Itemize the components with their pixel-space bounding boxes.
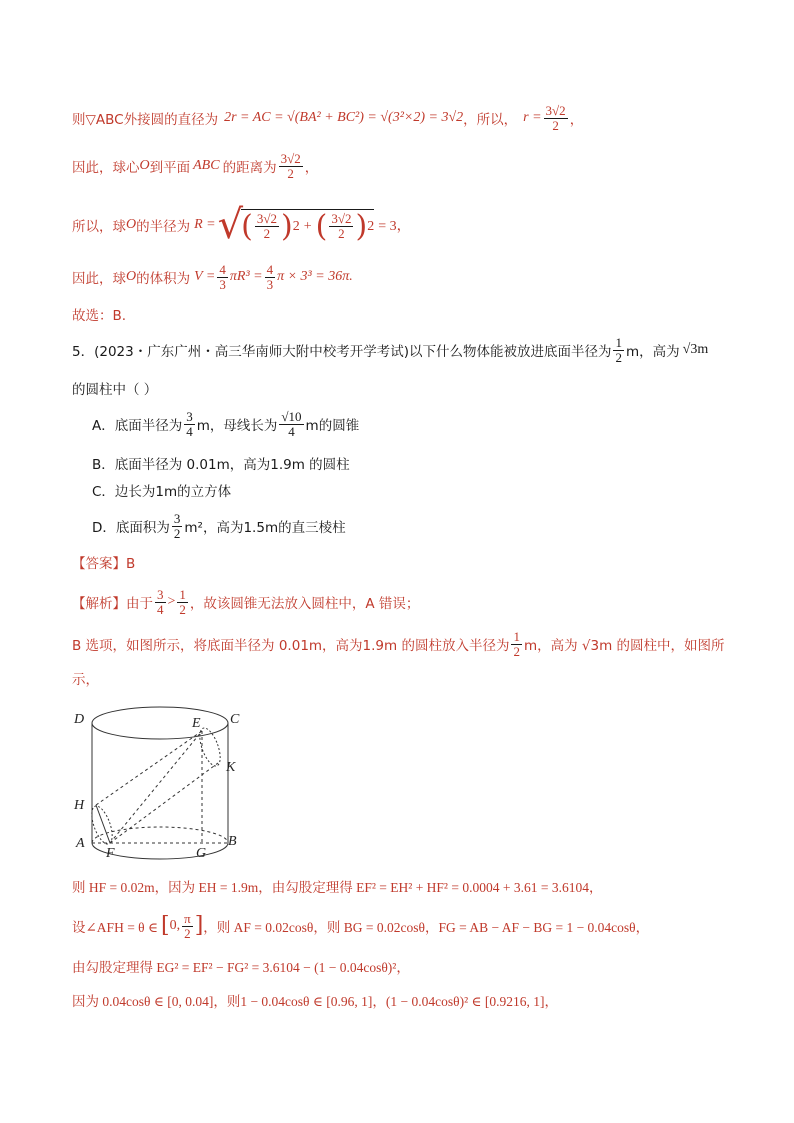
label-c: C (230, 712, 240, 727)
equation-result: = 3， (378, 219, 411, 234)
b-explanation (72, 630, 725, 658)
fraction: $\frac{3}{4}$ (186, 409, 193, 439)
label-d: D (74, 712, 85, 727)
paren-close: ) (355, 208, 368, 244)
equation-segment: ，则 AF = 0.02cosθ，则 BG = 0.02cosθ，FG = AB − AF − BG = 1 − 0.04cosθ， (203, 920, 650, 936)
label-f: F (106, 846, 115, 861)
b-explanation-line2: 示， (72, 672, 99, 688)
analysis-line (72, 588, 419, 616)
line-hf (96, 805, 110, 843)
text-segment: 的体积为 (136, 271, 191, 288)
answer-label: 【答案】B (72, 556, 136, 572)
text-segment: 的距离为 (222, 160, 277, 177)
fraction: $\frac{\pi}{2}$ (184, 911, 191, 941)
fraction: $\frac{3}{4}$ (157, 587, 164, 617)
eg-line: 由勾股定理得 EG² = EF² − FG² = 3.6104 − (1 − 0.04cosθ)²， (72, 960, 410, 975)
line-radius (72, 202, 411, 248)
text-segment: 的半径为 (136, 219, 191, 235)
text-segment: ， (569, 112, 584, 129)
symbol: > (167, 594, 176, 610)
option-text: A．底面半径为 (92, 418, 183, 435)
option-b[interactable]: B．底面半径为 0.01m，高为1.9m 的圆柱 (92, 457, 350, 473)
hf-line: 则 HF = 0.02m，因为 EH = 1.9m，由勾股定理得 EF² = EH² + HF² = 0.0004 + 3.61 = 3.6104， (72, 880, 603, 895)
line-diameter (72, 104, 583, 132)
fraction: $\frac{3}{2}$ (173, 511, 181, 541)
question-5 (72, 336, 708, 364)
label-h: H (74, 798, 85, 813)
paren-close: ) (280, 208, 293, 244)
fraction: $\frac{1}{2}$ (513, 629, 520, 659)
symbol: V = (194, 269, 216, 285)
select-answer: 故选：B. (72, 308, 127, 324)
question-height: √3m (682, 342, 709, 358)
symbol: ABC (193, 158, 220, 174)
text-segment: ， (304, 160, 319, 177)
text-segment: 所以，球 (72, 219, 126, 235)
text-segment: 因此，球 (72, 271, 126, 288)
bracket-open: [ (161, 913, 170, 939)
analysis-text: B 选项，如图所示，将底面半径为 0.01m，高为1.9m 的圆柱放入半径为 (72, 638, 510, 655)
symbol: O (126, 217, 137, 232)
option-d[interactable] (92, 512, 346, 540)
cylinder-figure (70, 705, 250, 865)
question-5-line2: 的圆柱中（ ） (72, 382, 158, 398)
fraction: $\frac{3√2}{2}$ (331, 211, 352, 241)
fraction: $\frac{1}{2}$ (615, 335, 622, 365)
option-text: m²，高为1.5m的直三棱柱 (184, 520, 346, 537)
line-distance (72, 152, 318, 180)
range-line: 因为 0.04cosθ ∈ [0, 0.04]，则1 − 0.04cosθ ∈ [0.96, 1]，(1 − 0.04cosθ)² ∈ [0.9216, 1]， (72, 994, 558, 1009)
option-text: m，母线长为 (196, 418, 278, 435)
analysis-text: 由于 (126, 596, 153, 613)
analysis-tag: 【解析】 (72, 596, 126, 613)
equation-diameter: 2r = AC = √(BA² + BC²) = √(3²×2) = 3√2 (224, 110, 464, 126)
text-segment: 到平面 (149, 160, 191, 177)
option-text: D．底面积为 (92, 520, 170, 537)
symbol: O (126, 269, 137, 285)
text-segment: 则▽ABC外接圆的直径为 (72, 112, 219, 129)
paren-open: ( (315, 208, 328, 244)
label-e: E (192, 716, 201, 731)
equation-segment: 0, (169, 918, 181, 934)
line-he (96, 731, 202, 805)
symbol: O (139, 158, 150, 174)
angle-line (72, 912, 649, 940)
option-c[interactable]: C．边长为1m的立方体 (92, 484, 232, 500)
line-fe (110, 731, 202, 843)
question-text: m，高为 (625, 344, 680, 361)
fraction: $\frac{3√2}{2}$ (256, 211, 277, 241)
analysis-text: ，故该圆锥无法放入圆柱中，A 错误； (189, 596, 420, 613)
sqrt-body: ( $\frac{3√2}{2}$ ) 2 + ( $\frac{3√2}{2}$ ) 2 (241, 208, 375, 244)
equation-segment: 设∠AFH = θ ∈ (72, 920, 159, 936)
bracket-close: ] (194, 913, 204, 939)
option-text: m的圆锥 (305, 418, 360, 435)
sqrt-sign: √ (217, 202, 244, 248)
equation-segment: π × 3³ = 36π. (277, 269, 353, 285)
top-ellipse (92, 707, 228, 739)
label-k: K (226, 760, 236, 775)
fraction: $\frac{4}{3}$ (266, 262, 274, 292)
fraction: $\frac{4}{3}$ (219, 262, 226, 292)
fraction: $\frac{√10}{4}$ (281, 409, 302, 439)
line-volume (72, 263, 353, 291)
question-text: 5．(2023・广东广州・高三华南师大附中校考开学考试)以下什么物体能被放进底面半径为 (72, 344, 612, 361)
paren-open: ( (241, 208, 253, 244)
label-b: B (228, 834, 237, 849)
analysis-text: m，高为 √3m 的圆柱中，如图所 (523, 638, 725, 655)
fraction: $\frac{3√2}{2}$ (280, 151, 301, 181)
symbol: + (303, 218, 312, 234)
text-segment: 因此，球心 (72, 160, 140, 177)
fraction: $\frac{3√2}{2}$ (545, 103, 566, 133)
equation-segment: πR³ = (229, 269, 263, 285)
label-g: G (196, 846, 207, 861)
option-a[interactable] (92, 410, 359, 438)
label-a: A (76, 836, 85, 851)
fraction: $\frac{1}{2}$ (179, 587, 186, 617)
symbol: R = (194, 217, 216, 232)
text-segment: ，所以， (463, 112, 518, 129)
equation-r: r = (523, 110, 542, 126)
